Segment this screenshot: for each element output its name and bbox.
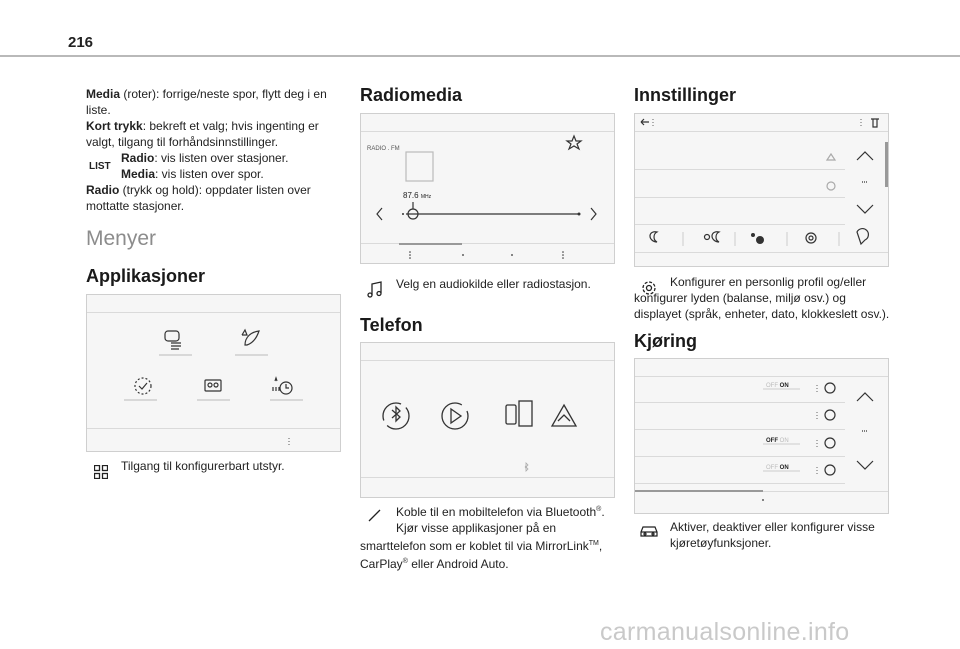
trademark-mark: TM — [588, 540, 599, 547]
media-term: Media — [86, 87, 121, 101]
applikasjoner-caption: Tilgang til konfigurerbart utstyr. — [121, 459, 285, 473]
header-rule — [0, 55, 960, 57]
watermark: carmanualsonline.info — [600, 618, 850, 646]
media2-term: Media — [121, 167, 156, 181]
telefon-title: Telefon — [360, 315, 423, 335]
innstillinger-screen — [634, 113, 889, 267]
kjoring-toggle-3: OFF ON — [766, 465, 789, 471]
radiomedia-title: Radiomedia — [360, 85, 463, 105]
applikasjoner-screen — [86, 294, 341, 452]
radio-term: Radio — [121, 151, 155, 165]
car-icon — [640, 524, 658, 538]
page-number: 216 — [68, 34, 94, 51]
kjoring-toggle-2: OFF ON — [766, 438, 789, 444]
intro-text — [86, 86, 332, 214]
kjoring-toggle-1: OFF ON — [766, 383, 789, 389]
media-desc: (roter): forrige/neste spor, flytt deg i en liste. — [86, 87, 327, 117]
kort-term: Kort trykk — [86, 119, 143, 133]
radio2-desc: (trykk og hold): oppdater listen over mottatte stasjoner. — [86, 183, 311, 213]
applikasjoner-icons — [87, 295, 340, 451]
kjoring-controls — [635, 359, 888, 513]
innstillinger-icons — [635, 114, 888, 266]
frequency-number: 87.6 — [403, 191, 419, 200]
radiomedia-screen — [360, 113, 615, 264]
telefon-caption-carplay: , CarPlay — [360, 539, 603, 571]
music-note-icon — [367, 281, 383, 298]
media2-desc: : vis listen over spor. — [155, 167, 264, 181]
telefon-caption — [360, 502, 616, 572]
telefon-caption-rest: Kjør visse applikasjoner på en smarttelefon som er koblet til via MirrorLink — [360, 521, 589, 553]
telefon-screen — [360, 342, 615, 498]
kjoring-screen — [634, 358, 889, 514]
menyer-heading: Menyer — [86, 227, 157, 250]
telefon-icons — [361, 343, 614, 497]
registered-mark: ® — [596, 506, 602, 513]
radio-source-label: RADIO . FM — [367, 146, 400, 152]
kjoring-title: Kjøring — [634, 331, 697, 351]
telefon-caption-end: eller Android Auto. — [407, 557, 509, 571]
applikasjoner-title: Applikasjoner — [86, 266, 206, 286]
radio-desc: : vis listen over stasjoner. — [154, 151, 289, 165]
list-label: LIST — [89, 161, 111, 172]
registered-mark-2: ® — [402, 558, 408, 565]
radiomedia-caption: Velg en audiokilde eller radiostasjon. — [396, 277, 591, 291]
telefon-caption-line1: Koble til en mobiltelefon via Bluetooth — [396, 505, 597, 519]
innstillinger-caption: Konfigurer en personlig profil og/eller konfigurer lyden (balanse, miljø osv.) og displayet (språk, enheter, dato, klokkeslett osv.). — [634, 275, 890, 321]
telefon-caption-period: . — [601, 505, 605, 519]
innstillinger-title: Innstillinger — [634, 85, 737, 105]
config-apps-icon — [94, 465, 108, 479]
radiomedia-controls — [361, 114, 614, 263]
kort-desc: : bekreft et valg; hvis ingenting er valgt, tilgang til forhåndsinnstillinger. — [86, 119, 319, 149]
kjoring-caption: Aktiver, deaktiver eller konfigurer visse kjøretøyfunksjoner. — [670, 520, 875, 550]
radio2-term: Radio — [86, 183, 120, 197]
frequency-unit: MHz — [420, 194, 432, 200]
